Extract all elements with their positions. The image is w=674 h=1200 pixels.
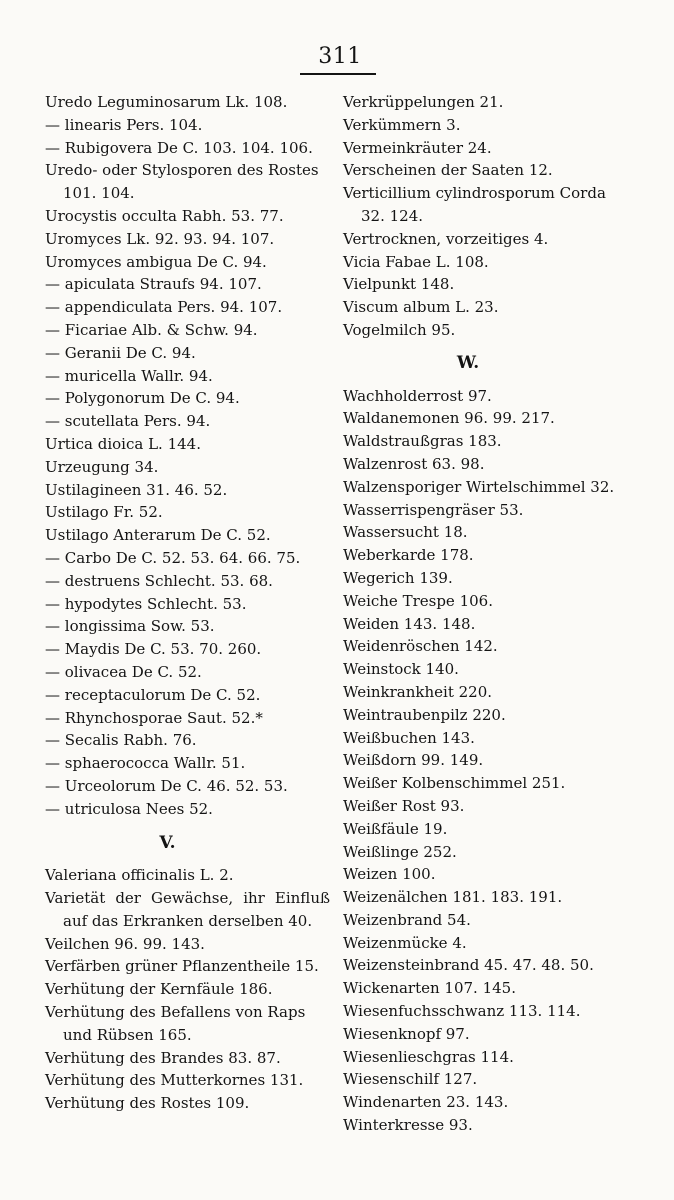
index-entry: Waldanemonen 96. 99. 217.: [343, 409, 555, 428]
index-entry: Wachholderrost 97.: [343, 386, 492, 405]
index-entry: Weizenbrand 54.: [343, 910, 471, 929]
index-entry: — Urceolorum De C. 46. 52. 53.: [45, 776, 288, 795]
index-entry: Vertrocknen, vorzeitiges 4.: [343, 229, 549, 248]
index-entry: Uromyces ambigua De C. 94.: [45, 252, 267, 271]
index-entry: Waldstraußgras 183.: [343, 432, 502, 451]
index-entry: Wegerich 139.: [343, 568, 453, 587]
index-entry: Weißlinge 252.: [343, 842, 457, 861]
index-entry: — Maydis De C. 53. 70. 260.: [45, 640, 262, 659]
index-entry: Windenarten 23. 143.: [343, 1093, 509, 1112]
index-entry: Weizen 100.: [343, 865, 436, 884]
index-entry: — muricella Wallr. 94.: [45, 366, 213, 385]
index-entry: Viscum album L. 23.: [343, 298, 499, 317]
section-heading: V.: [159, 832, 176, 853]
index-entry: Verticillium cylindrosporum Corda 32. 124.: [343, 184, 606, 225]
index-entry: Verhütung des Befallens von Raps und Rübsen 165.: [45, 1003, 306, 1044]
index-entry: Verhütung der Kernfäule 186.: [45, 980, 273, 999]
index-entry: Urtica dioica L. 144.: [45, 434, 201, 453]
index-entry: Weinstock 140.: [343, 660, 459, 679]
index-entry: Weberkarde 178.: [343, 546, 474, 565]
index-entry: Urocystis occulta Rabh. 53. 77.: [45, 206, 284, 225]
index-entry: — utriculosa Nees 52.: [45, 799, 213, 818]
index-entry: Weißer Rost 93.: [343, 796, 465, 815]
index-entry: Valeriana officinalis L. 2.: [45, 866, 234, 885]
index-entry: Weißbuchen 143.: [343, 728, 475, 747]
index-entry: — Rhynchosporae Saut. 52.*: [45, 708, 263, 727]
index-entry: Vicia Fabae L. 108.: [343, 252, 489, 271]
index-entry: Ustilago Anterarum De C. 52.: [45, 526, 271, 545]
index-entry: Ustilago Fr. 52.: [45, 503, 163, 522]
index-entry: Wiesenknopf 97.: [343, 1024, 470, 1043]
index-entry: Urzeugung 34.: [45, 457, 159, 476]
index-entry: Uredo Leguminosarum Lk. 108.: [45, 93, 288, 111]
index-column-left: [45, 91, 330, 1115]
index-entry: Winterkresse 93.: [343, 1116, 473, 1135]
index-entry: — Ficariae Alb. & Schw. 94.: [45, 320, 258, 339]
index-entry: Uromyces Lk. 92. 93. 94. 107.: [45, 229, 275, 248]
index-entry: Wassersucht 18.: [343, 523, 468, 542]
index-entry: Verkümmern 3.: [343, 115, 461, 134]
index-entry: Varietät der Gewächse, ihr Einfluß auf das Erkranken derselben 40.: [45, 889, 330, 930]
index-entry: Wasserrispengräser 53.: [343, 500, 524, 519]
index-entry: Weißer Kolbenschimmel 251.: [343, 774, 566, 793]
index-entry: Vielpunkt 148.: [343, 275, 455, 294]
index-entry: — linearis Pers. 104.: [45, 115, 203, 134]
index-entry: — apiculata Straufs 94. 107.: [45, 275, 262, 294]
index-column-right: [343, 91, 633, 1137]
index-entry: Verhütung des Brandes 83. 87.: [45, 1048, 281, 1067]
index-entry: Weiden 143. 148.: [343, 614, 476, 633]
index-entry: Weizenmücke 4.: [343, 933, 467, 952]
index-entry: — Geranii De C. 94.: [45, 343, 196, 362]
page-number: 311: [318, 44, 362, 69]
index-entry: — olivacea De C. 52.: [45, 662, 202, 681]
index-entry: — destruens Schlecht. 53. 68.: [45, 571, 273, 590]
index-entry: Vermeinkräuter 24.: [343, 138, 492, 157]
index-entry: Weißdorn 99. 149.: [343, 751, 484, 770]
index-entry: Walzensporiger Wirtelschimmel 32.: [343, 477, 615, 496]
index-entry: — receptaculorum De C. 52.: [45, 685, 261, 704]
index-entry: — sphaerococca Wallr. 51.: [45, 754, 246, 773]
index-entry: Wiesenlieschgras 114.: [343, 1047, 514, 1066]
index-entry: — Carbo De C. 52. 53. 64. 66. 75.: [45, 548, 301, 567]
index-entry: Verkrüppelungen 21.: [343, 93, 504, 111]
index-entry: — Polygonorum De C. 94.: [45, 389, 240, 408]
index-entry: Wickenarten 107. 145.: [343, 979, 516, 998]
index-entry: — Secalis Rabh. 76.: [45, 731, 197, 750]
index-entry: Verhütung des Rostes 109.: [45, 1094, 250, 1113]
index-entry: — longissima Sow. 53.: [45, 617, 215, 636]
index-entry: Weinkrankheit 220.: [343, 682, 493, 701]
index-entry: Ustilagineen 31. 46. 52.: [45, 480, 228, 499]
index-entry: — appendiculata Pers. 94. 107.: [45, 298, 283, 317]
section-heading: W.: [456, 352, 480, 373]
index-entry: Wiesenfuchsschwanz 113. 114.: [343, 1002, 581, 1021]
index-entry: Weidenröschen 142.: [343, 637, 498, 656]
index-entry: Weizenälchen 181. 183. 191.: [343, 888, 563, 907]
index-entry: Verscheinen der Saaten 12.: [343, 161, 553, 180]
index-entry: Verfärben grüner Pflanzentheile 15.: [45, 957, 319, 976]
index-entry: — scutellata Pers. 94.: [45, 412, 211, 431]
index-entry: — Rubigovera De C. 103. 104. 106.: [45, 138, 313, 157]
page-number-rule: [300, 73, 376, 75]
index-entry: Weintraubenpilz 220.: [343, 705, 506, 724]
index-entry: Veilchen 96. 99. 143.: [45, 934, 205, 953]
index-entry: Wiesenschilf 127.: [343, 1070, 478, 1089]
index-entry: Weißfäule 19.: [343, 819, 448, 838]
index-entry: Uredo- oder Stylosporen des Rostes 101. 104.: [45, 161, 319, 203]
index-entry: Weiche Trespe 106.: [343, 591, 493, 610]
index-entry: Verhütung des Mutterkornes 131.: [45, 1071, 304, 1090]
index-entry: Walzenrost 63. 98.: [343, 454, 485, 473]
index-entry: — hypodytes Schlecht. 53.: [45, 594, 247, 613]
index-entry: Weizensteinbrand 45. 47. 48. 50.: [343, 956, 594, 975]
index-entry: Vogelmilch 95.: [343, 320, 456, 339]
